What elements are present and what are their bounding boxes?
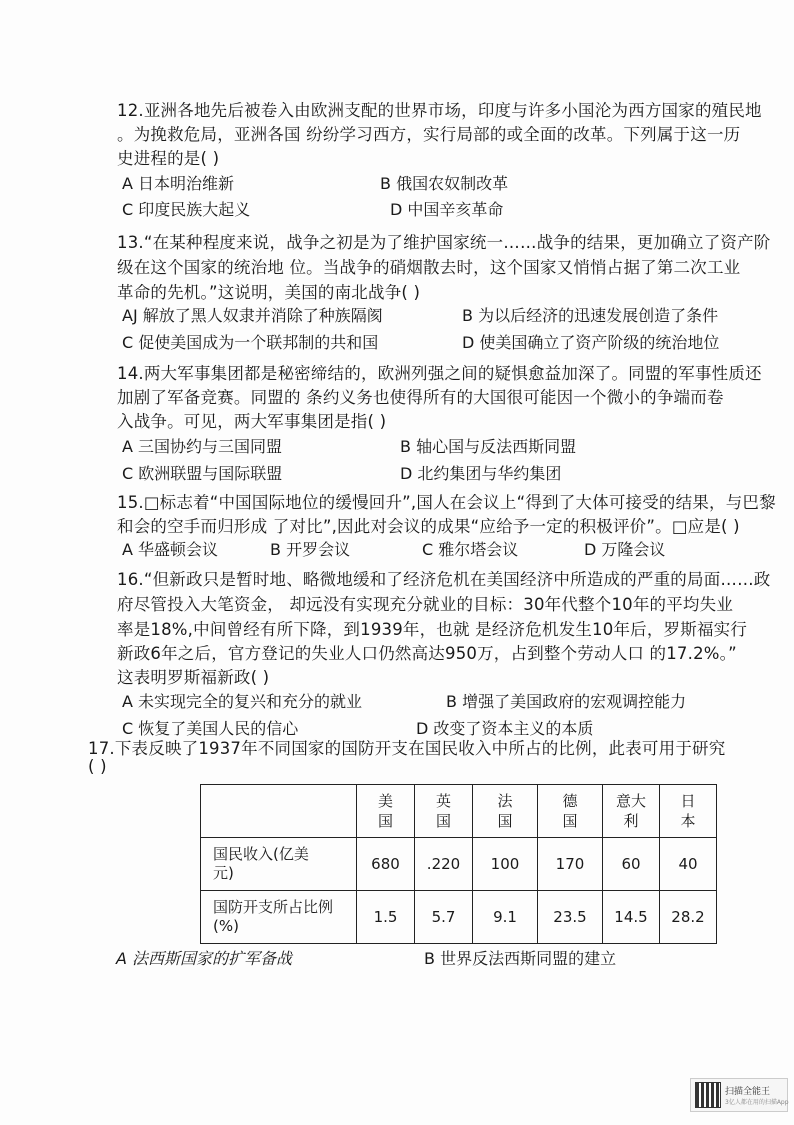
q17-line-1: 17.下表反映了1937年不同国家的国防开支在国民收入中所占的比例，此表可用于研究 — [88, 739, 726, 758]
q13-line-1: 13.“在某种程度来说，战争之初是为了维护国家统一……战争的结果，更加确立了资产阶 — [117, 233, 771, 252]
table-row — [201, 891, 717, 944]
q12-line-3: 史进程的是( ) — [117, 149, 220, 168]
country-header: 德国 — [538, 785, 603, 838]
country-header: 日本 — [660, 785, 717, 838]
table-cell: 1.5 — [357, 891, 415, 944]
watermark-subtitle: 3亿人都在用的扫描App — [725, 1099, 789, 1106]
table-cell: 680 — [357, 838, 415, 891]
q14-line-2: 加剧了军备竞赛。同盟的 条约义务也使得所有的大国很可能因一个微小的争端而卷 — [117, 388, 724, 407]
table-cell: 5.7 — [415, 891, 473, 944]
q16-line-5: 这表明罗斯福新政( ) — [117, 668, 270, 687]
q14-option-a: A 三国协约与三国同盟 — [122, 437, 283, 456]
q16-option-c: C 恢复了美国人民的信心 — [122, 719, 299, 738]
country-header: 美国 — [357, 785, 415, 838]
table-header-row — [201, 785, 717, 838]
q15-option-a: A 华盛顿会议 — [122, 540, 219, 559]
q16-line-3: 率是18%,中间曾经有所下降，到1939年，也就 是经济危机发生10年后，罗斯福实行 — [117, 620, 748, 639]
q16-line-4: 新政6年之后，官方登记的失业人口仍然高达950万，占到整个劳动人口 的17.2%。” — [117, 644, 737, 663]
table-cell: 100 — [473, 838, 538, 891]
q14-line-3: 入战争。可见，两大军事集团是指( ) — [117, 412, 387, 431]
q16-option-b: B 增强了美国政府的宏观调控能力 — [446, 692, 687, 711]
table-cell: 23.5 — [538, 891, 603, 944]
q13-option-a: AJ 解放了黑人奴隶并消除了种族隔阂 — [122, 306, 383, 325]
q15-option-d: D 万隆会议 — [584, 540, 666, 559]
table-cell: 170 — [538, 838, 603, 891]
q13-line-2: 级在这个国家的统治地 位。当战争的硝烟散去时，这个国家又悄悄占据了第二次工业 — [117, 258, 741, 277]
q17-option-a: A 法西斯国家的扩军备战 — [116, 949, 293, 968]
q17-option-b: B 世界反法西斯同盟的建立 — [424, 949, 617, 968]
watermark-title: 扫描全能王 — [725, 1087, 771, 1097]
country-header: 意大利 — [603, 785, 660, 838]
q14-option-d: D 北约集团与华约集团 — [400, 464, 562, 483]
q12-line-2: 。为挽救危局，亚洲各国 纷纷学习西方，实行局部的或全面的改革。下列属于这一历 — [117, 125, 741, 144]
q12-option-c: C 印度民族大起义 — [122, 200, 251, 219]
q17-line-2: ( ) — [88, 757, 107, 776]
table-corner-cell — [201, 785, 357, 838]
q16-option-d: D 改变了资本主义的本质 — [416, 719, 594, 738]
table-cell: 28.2 — [660, 891, 717, 944]
country-header: 法国 — [473, 785, 538, 838]
q12-line-1: 12.亚洲各地先后被卷入由欧洲支配的世界市场，印度与许多小国沦为西方国家的殖民地 — [117, 101, 762, 120]
q12-option-b: B 俄国农奴制改革 — [380, 174, 509, 193]
scanner-watermark — [690, 1078, 788, 1112]
q13-option-c: C 促使美国成为一个联邦制的共和国 — [122, 333, 379, 352]
q16-line-1: 16.“但新政只是暂时地、略微地缓和了经济危机在美国经济中所造成的严重的局面……政 — [117, 570, 771, 589]
q16-line-2: 府尽管投入大笔资金， 却远没有实现充分就业的目标：30年代整个10年的平均失业 — [117, 595, 734, 614]
country-header: 英国 — [415, 785, 473, 838]
table-cell: 14.5 — [603, 891, 660, 944]
q15-line-2: 和会的空手而归形成 了对比”,因此对会议的成果“应给予一定的积极评价”。□应是( ) — [117, 517, 740, 536]
table-cell: .220 — [415, 838, 473, 891]
q16-option-a: A 未实现完全的复兴和充分的就业 — [122, 692, 363, 711]
q14-line-1: 14.两大军事集团都是秘密缔结的，欧洲列强之间的疑惧愈益加深了。同盟的军事性质还 — [117, 364, 762, 383]
q14-option-b: B 轴心国与反法西斯同盟 — [400, 437, 577, 456]
q15-option-b: B 开罗会议 — [270, 540, 351, 559]
qr-code-icon — [695, 1082, 721, 1108]
table-row — [201, 838, 717, 891]
q15-option-c: C 雅尔塔会议 — [422, 540, 519, 559]
defense-spending-table — [200, 784, 717, 944]
q15-line-1: 15.□标志着“中国国际地位的缓慢回升”,国人在会议上“得到了大体可接受的结果，与巴黎 — [117, 493, 776, 512]
row-label: 国民收入(亿美元) — [201, 838, 357, 891]
q12-option-a: A 日本明治维新 — [122, 174, 235, 193]
table-cell: 9.1 — [473, 891, 538, 944]
table-cell: 40 — [660, 838, 717, 891]
q13-option-d: D 使美国确立了资产阶级的统治地位 — [462, 333, 720, 352]
q13-line-3: 革命的先机。”这说明，美国的南北战争( ) — [117, 283, 421, 302]
table-cell: 60 — [603, 838, 660, 891]
q13-option-b: B 为以后经济的迅速发展创造了条件 — [462, 306, 719, 325]
q12-option-d: D 中国辛亥革命 — [390, 200, 504, 219]
row-label: 国防开支所占比例(%) — [201, 891, 357, 944]
q14-option-c: C 欧洲联盟与国际联盟 — [122, 464, 283, 483]
